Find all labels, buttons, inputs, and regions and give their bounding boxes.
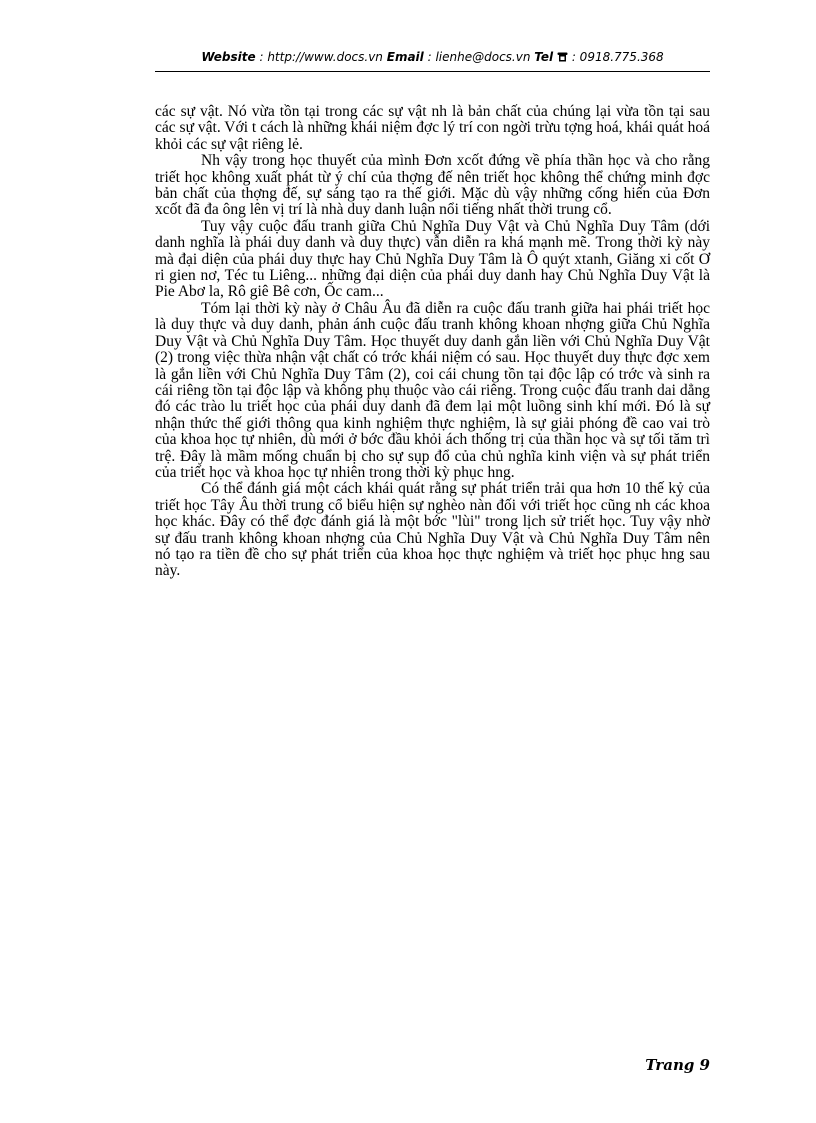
email-link[interactable]: : lienhe@docs.vn bbox=[427, 50, 531, 64]
paragraph: Tóm lại thời kỳ này ở Châu Âu đã diễn ra cuộc đấu tranh giữa hai phái triết học là duy thực và duy danh, phản ánh cuộc đấu tranh không khoan nhợng giữa Chủ Nghĩa Duy Vật và Chủ Nghĩa Duy Tâm. Học thuyết duy danh gắn liền với Chủ Nghĩa Duy Vật (2) trong việc thừa nhận vật chất có trớc khái niệm có sau. Học thuyết duy thực đợc xem là gắn liền với Chủ Nghĩa Duy Tâm (2), coi cái chung tồn tại độc lập có trớc và sinh ra cái riêng tồn tại độc lập và không phụ thuộc vào cái riêng. Trong cuộc đấu tranh dai dẳng đó các trào lu triết học của phái duy danh đã đem lại một luồng sinh khí mới. Đó là sự nhận thức thế giới thông qua kinh nghiệm thực nghiệm, là sự giải phóng đề cao vai trò của khoa học tự nhiên, dù mới ở bớc đầu khỏi ách thống trị của thần học và sự tối tăm trì trệ. Đây là mầm mống chuẩn bị cho sự sụp đổ của chủ nghĩa kinh viện và sự phát triển của triết học và khoa học tự nhiên trong thời kỳ phục hng. bbox=[155, 299, 710, 481]
paragraph: Có thể đánh giá một cách khái quát rằng sự phát triển trải qua hơn 10 thế kỷ của triết học Tây Âu thời trung cổ biểu hiện sự nghèo nàn đối với triết học cũng nh các khoa học khác. Đây có thể đợc đánh giá là một bớc "lùi" trong lịch sử triết học. Tuy vậy nhờ sự đấu tranh không khoan nhợng của Chủ Nghĩa Duy Vật và Chủ Nghĩa Duy Tâm nên nó tạo ra tiền đề cho sự phát triển của khoa học thực nghiệm và triết học phục hng sau này. bbox=[155, 480, 710, 580]
document-body bbox=[155, 104, 710, 580]
website-link[interactable]: : http://www.docs.vn bbox=[259, 50, 383, 64]
page-header bbox=[155, 50, 710, 64]
tel-label: Tel bbox=[534, 50, 554, 64]
email-label: Email bbox=[386, 50, 424, 64]
header-rule bbox=[155, 71, 710, 72]
website-label: Website bbox=[201, 50, 256, 64]
phone-icon bbox=[557, 50, 572, 64]
paragraph: Nh vậy trong học thuyết của mình Đơn xcốt đứng về phía thần học và cho rằng triết học không xuất phát từ ý chí của thợng đế nên triết học không thể chứng minh đợc bản chất của thợng đế, sự sáng tạo ra thế giới. Mặc dù vậy những cống hiến của Đơn xcốt đã đa ông lên vị trí là nhà duy danh luận nổi tiếng nhất thời trung cổ. bbox=[155, 152, 710, 219]
tel-number: : 0918.775.368 bbox=[571, 50, 664, 64]
page-number: Trang 9 bbox=[645, 1056, 710, 1074]
paragraph-continuation: các sự vật. Nó vừa tồn tại trong các sự vật nh là bản chất của chúng lại vừa tồn tại sau các sự vật. Với t cách là những khái niệm đợc lý trí con ngời trừu tợng hoá, khái quát hoá khỏi các sự vật riêng lẻ. bbox=[155, 103, 710, 153]
paragraph: Tuy vậy cuộc đấu tranh giữa Chủ Nghĩa Duy Vật và Chủ Nghĩa Duy Tâm (dới danh nghĩa là phái duy danh và duy thực) vẫn diễn ra khá mạnh mẽ. Trong thời kỳ này mà đại diện của phái duy thực hay Chủ Nghĩa Duy Tâm là Ô quýt xtanh, Giăng xi cốt Ơ ri gien nơ, Téc tu Liêng... những đại diện của phái duy danh hay Chủ Nghĩa Duy Vật là Pie Abơ la, Rô giê Bê cơn, Ốc cam... bbox=[155, 217, 710, 301]
